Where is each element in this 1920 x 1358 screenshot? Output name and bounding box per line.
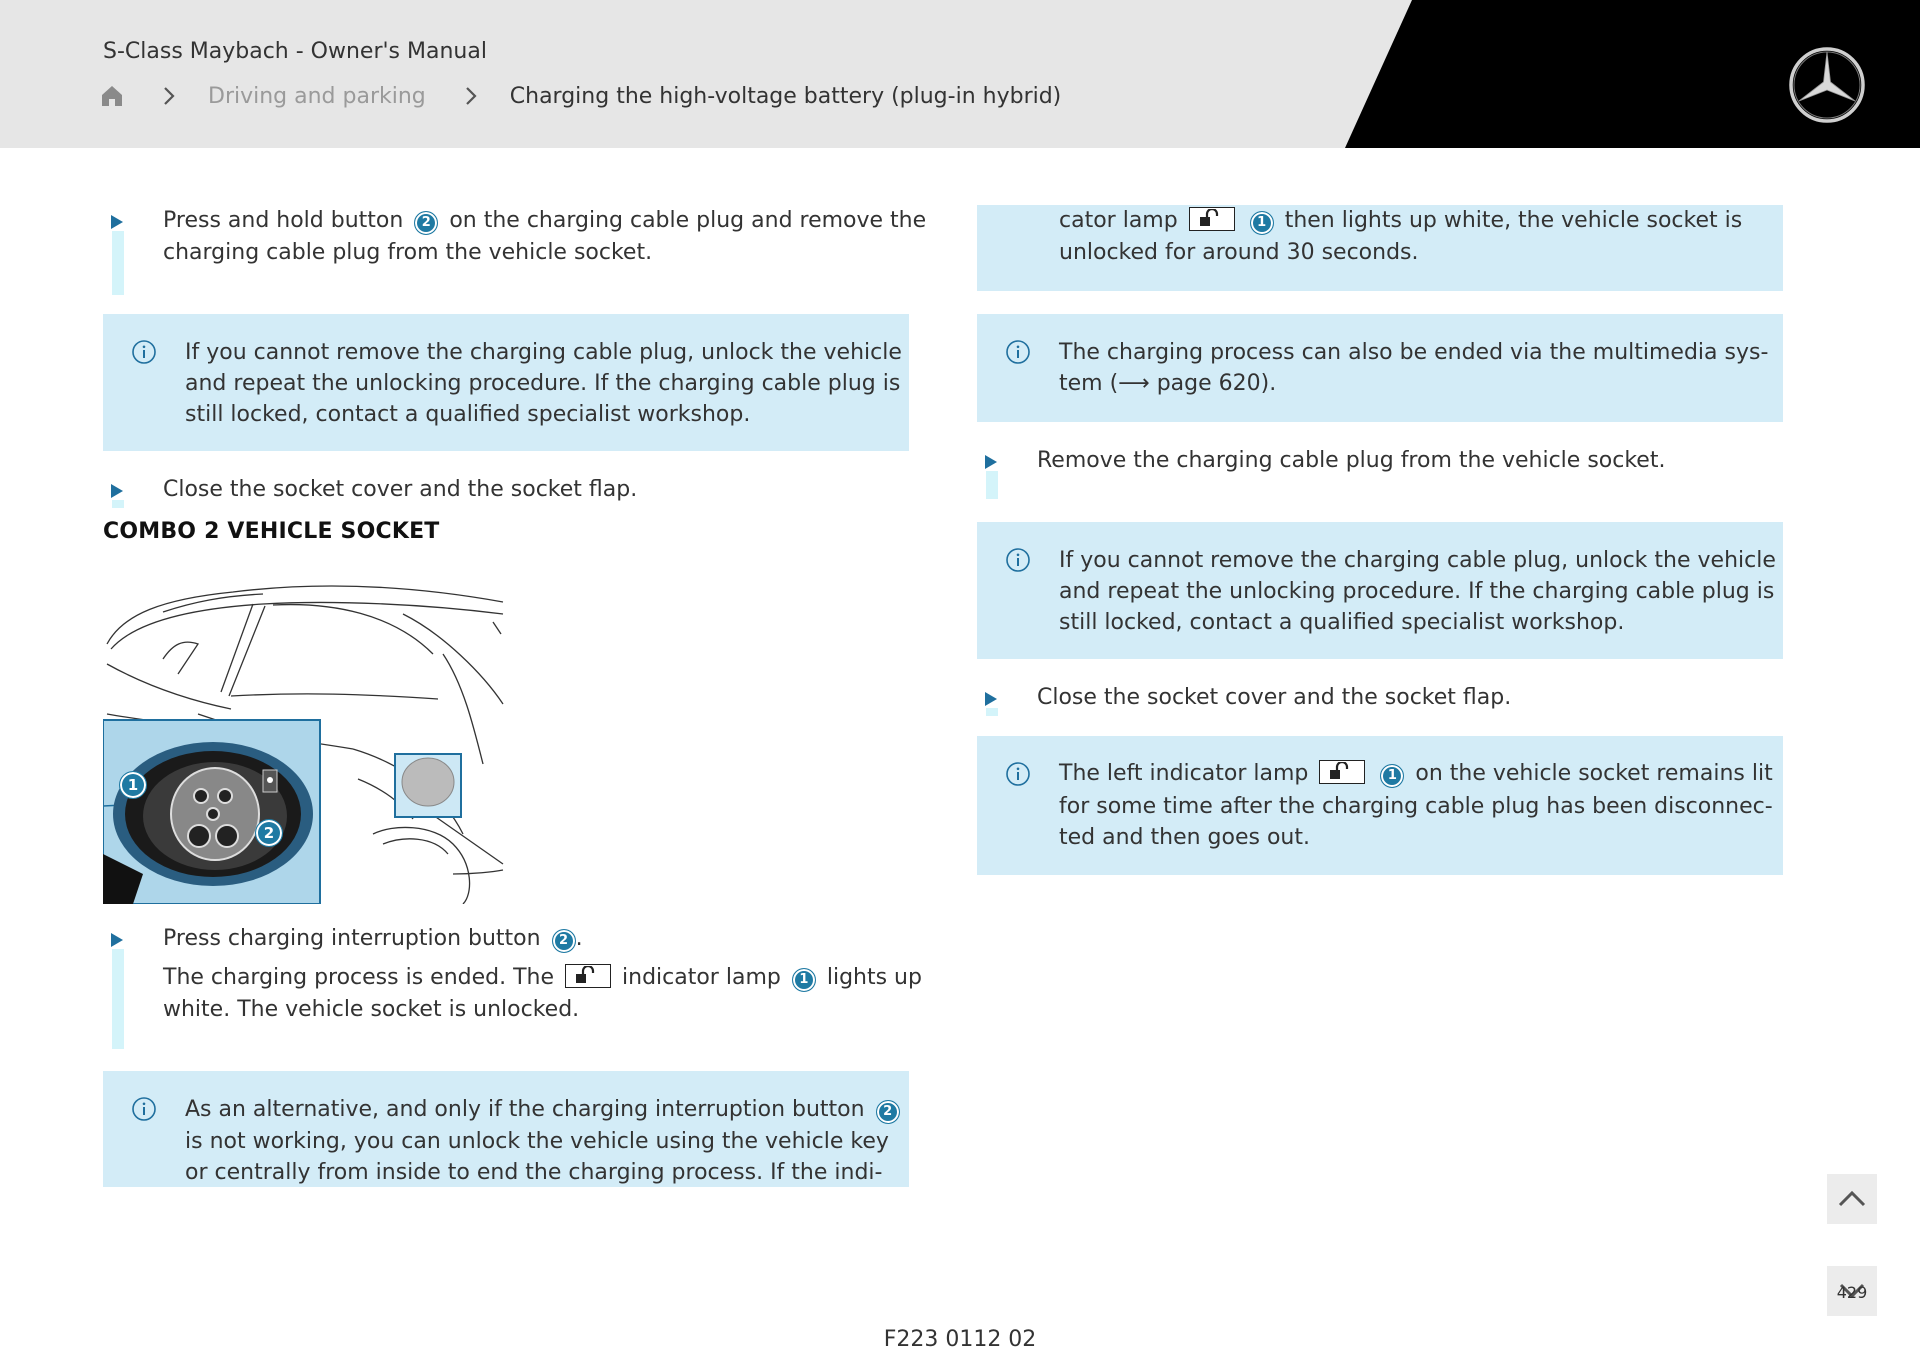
info-note: The left indicator lamp 1 on the vehicle socket remains lit for some time after the charging cable plug has been disconnec- ted and then goes out. [977,736,1783,875]
figure-callout-2: 2 [255,819,283,847]
info-note-continued: cator lamp 1 then lights up white, the vehicle socket is unlocked for around 30 seconds. [977,205,1783,291]
info-note: If you cannot remove the charging cable plug, unlock the vehicle and repeat the unlocking procedure. If the charging cable plug is still locked, contact a qualified specialist workshop. [103,314,909,451]
callout-badge: 1 [792,968,816,992]
callout-badge: 2 [876,1100,900,1124]
info-icon [132,1097,156,1121]
left-column-lower [103,0,922,1200]
info-icon [1006,762,1030,786]
step-arrow-icon [111,933,123,947]
callout-badge: 2 [414,211,438,235]
callout-badge: 1 [1380,764,1404,788]
unlock-indicator-icon [1189,207,1235,231]
info-note: As an alternative, and only if the charging interruption button 2 is not working, you can unlock the vehicle using the vehicle key or centrally from inside to end the charging process. If the indi- [103,1071,909,1187]
page-number: 429 [1836,1283,1868,1302]
unlock-indicator-icon [565,964,611,988]
chevron-up-icon [1827,1174,1877,1224]
figure-code: F223 0112 02 [883,1327,1037,1352]
instruction-step: Remove the charging cable plug from the vehicle socket. [977,445,1783,501]
breadcrumb-item-driving-and-parking[interactable]: Driving and parking [208,83,426,109]
section-heading: COMBO 2 VEHICLE SOCKET [103,519,440,544]
info-icon [1006,548,1030,572]
unlock-indicator-icon [1319,760,1365,784]
step-arrow-icon [985,692,997,706]
callout-badge: 2 [552,929,576,953]
scroll-up-button[interactable] [1827,1174,1877,1224]
info-note: The charging process can also be ended via the multimedia sys- tem (⟶ page 620). [977,314,1783,422]
instruction-step: Close the socket cover and the socket flap. [977,682,1783,718]
mercedes-star-icon [1788,46,1866,124]
callout-badge: 1 [1250,211,1274,235]
breadcrumb-current: Charging the high-voltage battery (plug-in hybrid) [509,83,1062,109]
instruction-step: Press and hold button 2 on the charging cable plug and remove the charging cable plug from the vehicle socket. [103,205,909,291]
figure-callout-1: 1 [119,771,147,799]
step-arrow-icon [985,455,997,469]
instruction-step: Press charging interruption button 2 . The charging process is ended. The indicator lamp 1 lights up white. The vehicle socket is unlocked. [103,923,909,1053]
info-note: If you cannot remove the charging cable plug, unlock the vehicle and repeat the unlocking procedure. If the charging cable plug is still locked, contact a qualified specialist workshop. [977,522,1783,659]
info-icon [1006,340,1030,364]
instruction-step: Close the socket cover and the socket flap. [103,474,909,510]
document-title: S-Class Maybach - Owner's Manual [103,39,487,64]
right-column [977,0,1783,1200]
